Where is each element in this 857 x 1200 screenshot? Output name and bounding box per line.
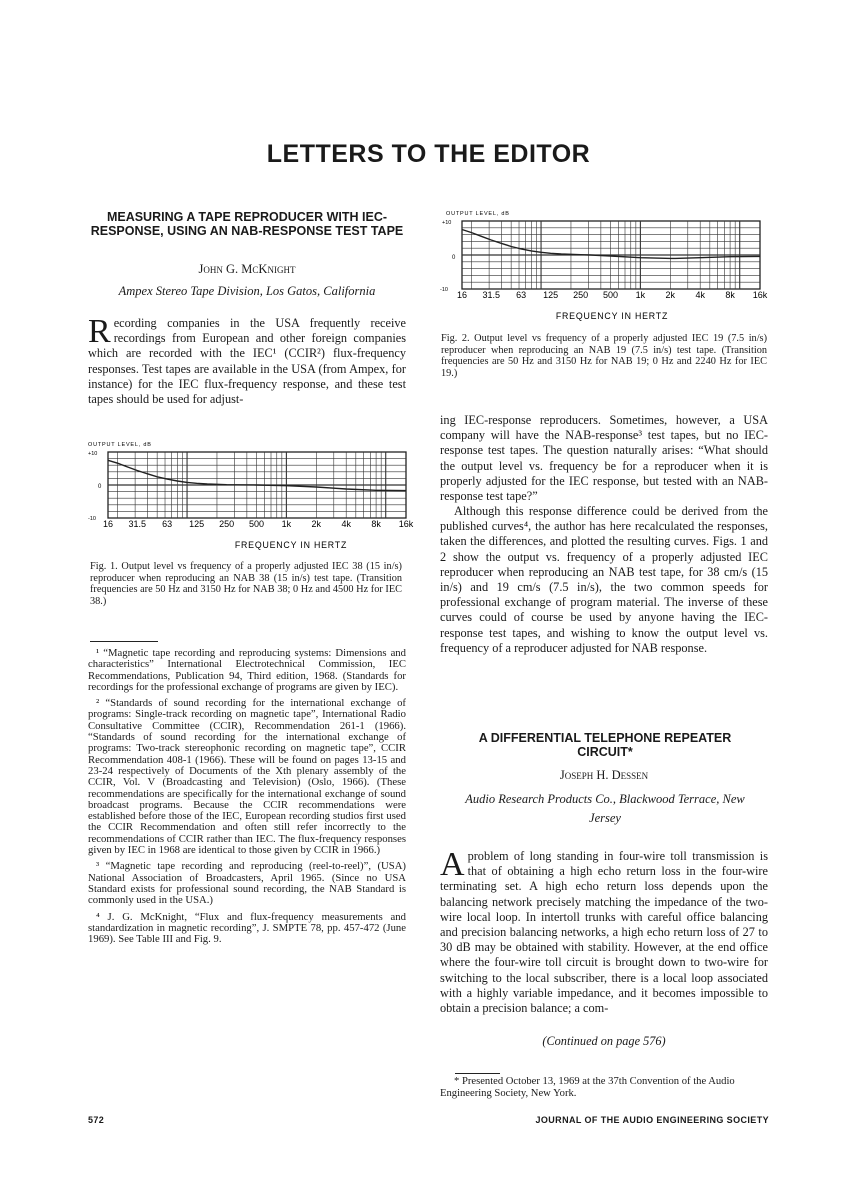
figure-1-curve	[108, 460, 406, 490]
x-tick-label: 500	[602, 290, 619, 300]
x-tick-label: 63	[162, 519, 173, 529]
footnote-3: ³ “Magnetic tape recording and reproducing (reel-to-reel)”, (USA) National Association of Broadcasters, April 1965. (Since no USA Standard exists for professional sound recording, the NAB Standard is commonly used in the USA.)	[88, 860, 406, 907]
page-number: 572	[88, 1115, 105, 1125]
article2-affiliation: Audio Research Products Co., Blackwood Terrace, New Jersey	[465, 792, 745, 825]
article1-title: MEASURING A TAPE REPRODUCER WITH IEC-RESPONSE, USING AN NAB-RESPONSE TEST TAPE	[90, 210, 404, 238]
article1-affiliation: Ampex Stereo Tape Division, Los Gatos, California	[118, 284, 376, 298]
x-tick-label: 31.5	[482, 290, 500, 300]
article1-paragraph-2: Although this response difference could be derived from the published curves⁴, the author has here recalculated the responses, taken the differences, and plotted the resulting curves. Figs. 1 and 2 show the output vs. frequency of a properly adjusted IEC reproducer when reproducing an NAB test tape, for 38 cm/s (15 in/s) and 19 cm/s (7.5 in/s), the two common speeds for professional exchange of program material. The inverse of these curves could of course be used by anyone having the IEC-response test tapes, and wishing to know the output level vs. frequency of a reproducer adjusted for NAB response.	[440, 504, 768, 655]
figure-2-ytick-bottom: -10	[440, 287, 448, 293]
article2-footnote: * Presented October 13, 1969 at the 37th Convention of the Audio Engineering Society, New York.	[440, 1076, 735, 1099]
footnotes	[88, 648, 406, 950]
x-tick-label: 125	[543, 290, 559, 300]
article2-continued: (Continued on page 576)	[542, 1034, 666, 1048]
article1-paragraph-1	[88, 313, 406, 407]
footnote-2: ² “Standards of sound recording for the international exchange of programs: Single-track recording on magnetic tape”, International Radio Consultative Committee (CCIR), Recommendation 261-1 (1966). “Standards of sound recording for the international exchange of programs: Two-track stereophonic recording on magnetic tape”, CCIR Recommendation 408-1 (1966). These will be found on pages 13-15 and 23-24 respectively of Documents of the Xth plenary assembly of the CCIR, Vol. V (Broadcasting and Television) (Oslo, 1966). (These recommendations are specifically for the international exchange of sound broadcast programs. Because the CCIR recommendations were established before those of the IEC, European recording studios first used the CCIR Recommendation and often still refer incorrectly to the recommendations of CCIR rather than IEC. The flux-frequency responses given by IEC in 1968 are identical to those given by CCIR in 1966.)	[88, 697, 406, 857]
x-tick-label: 8k	[725, 290, 735, 300]
figure-1-xticks	[103, 519, 414, 529]
article2-dropcap: A	[440, 846, 465, 883]
figure-2-grid	[462, 221, 760, 289]
article2-paragraph-1-text: problem of long standing in four-wire toll transmission is that of obtaining a high echo return loss in the four-wire terminating set. A high echo return loss depends upon the balancing network precisely matching the impedance of the two-wire local loop. In intertoll trunks with careful office balancing and precision balancing networks, a high echo return loss of 27 to 30 dB may be obtained with stability. However, at the end office where the four-wire toll circuit is brought down to two-wire for switching to the local subscriber, there is a local loop associated with a highly variable impedance, and it becomes impossible to obtain a precision balance; a com-	[440, 849, 768, 1016]
figure-2-chart	[440, 207, 770, 322]
footnote-1: ¹ “Magnetic tape recording and reproducing systems: Dimensions and characteristics” International Electrotechnical Commission, IEC Recommendations, Publication 94, Third edition, 1968. (Standards for recordings for the professional exchange of programs are given by IEC).	[88, 647, 406, 693]
article2-author: Joseph H. Dessen	[559, 768, 649, 782]
x-tick-label: 125	[189, 519, 205, 529]
article2-footnote-divider	[455, 1073, 500, 1074]
x-tick-label: 16k	[398, 519, 414, 529]
figure-1-ytick-zero: 0	[98, 484, 102, 490]
article2-paragraph-1	[440, 846, 768, 1016]
figure-2-xlabel: FREQUENCY IN HERTZ	[555, 311, 669, 321]
article2-title: A DIFFERENTIAL TELEPHONE REPEATER CIRCUIT*	[478, 731, 732, 759]
x-tick-label: 250	[219, 519, 235, 529]
footnote-divider	[90, 641, 158, 642]
article1-author: John G. McKnight	[198, 262, 296, 276]
x-tick-label: 250	[573, 290, 589, 300]
article1-paragraph-1-text: ecording companies in the USA frequently receive recordings from European and other foreign companies which are recorded with the IEC¹ (CCIR²) flux-frequency responses. Test tapes are available in the USA (from Ampex, for instance) for the IEC flux-frequency response, and these test tapes should be used for adjust-	[88, 316, 406, 407]
figure-2-ytick-top: +10	[442, 220, 452, 226]
figure-1-ytick-top: +10	[88, 451, 98, 457]
figure-2-curve	[462, 230, 760, 259]
figure-1-ylabel: OUTPUT LEVEL, dB	[88, 442, 152, 448]
article1-dropcap: R	[88, 313, 111, 350]
figure-1-xlabel: FREQUENCY IN HERTZ	[234, 540, 348, 550]
x-tick-label: 1k	[635, 290, 646, 300]
article1-paragraph-1-continued: ing IEC-response reproducers. Sometimes, however, a USA company will have the NAB-response³ test tapes, but no IEC-response test tapes. The question naturally arises: “What should the output level vs. frequency be for a reproducer when it is properly adjusted for the IEC response, but tested with an NAB-response test tape?”	[440, 413, 768, 504]
x-tick-label: 500	[248, 519, 265, 529]
x-tick-label: 16k	[752, 290, 768, 300]
figure-2-caption: Fig. 2. Output level vs frequency of a properly adjusted IEC 19 (7.5 in/s) reproducer when reproducing an NAB 19 (7.5 in/s) test tape. (Transition frequencies are 50 Hz and 3150 Hz for NAB 19; 0 Hz and 2240 Hz for IEC 19.)	[441, 333, 767, 379]
x-tick-label: 4k	[695, 290, 705, 300]
figure-1-ytick-bottom: -10	[88, 516, 96, 522]
figure-2-xticks	[457, 290, 768, 300]
figure-2-ytick-zero: 0	[452, 255, 456, 261]
x-tick-label: 2k	[311, 519, 322, 529]
x-tick-label: 63	[516, 290, 527, 300]
figure-1-caption: Fig. 1. Output level vs frequency of a properly adjusted IEC 38 (15 in/s) reproducer when reproducing an NAB 38 (15 in/s) test tape. (Transition frequencies are 50 Hz and 3150 Hz for NAB 38; 0 Hz and 4500 Hz for IEC 38.)	[90, 561, 402, 607]
x-tick-label: 8k	[371, 519, 381, 529]
x-tick-label: 2k	[665, 290, 676, 300]
page-title: LETTERS TO THE EDITOR	[266, 140, 591, 168]
x-tick-label: 16	[102, 519, 114, 529]
x-tick-label: 1k	[281, 519, 292, 529]
footnote-4: ⁴ J. G. McKnight, “Flux and flux-frequency measurements and standardization in magnetic recording”, J. SMPTE 78, pp. 457-472 (June 1969). See Table III and Fig. 9.	[88, 910, 406, 946]
figure-1-chart	[88, 438, 418, 553]
figure-2-ylabel: OUTPUT LEVEL, dB	[446, 211, 510, 217]
x-tick-label: 16	[456, 290, 468, 300]
x-tick-label: 4k	[341, 519, 351, 529]
x-tick-label: 31.5	[128, 519, 146, 529]
journal-name: JOURNAL OF THE AUDIO ENGINEERING SOCIETY	[535, 1115, 769, 1125]
